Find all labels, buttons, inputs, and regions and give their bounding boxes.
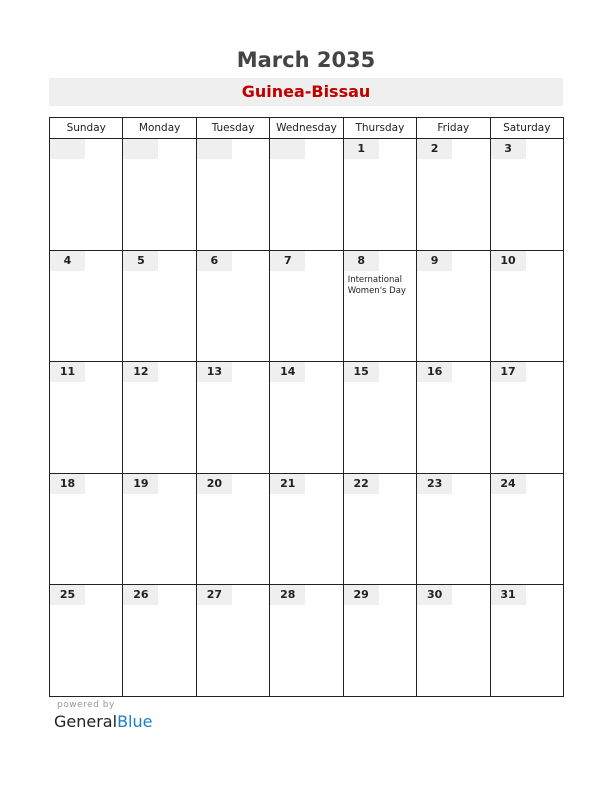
weekday-tuesday: Tuesday: [196, 118, 269, 139]
day-cell: [50, 585, 123, 697]
day-cell: [270, 362, 343, 474]
day-cell: [196, 585, 269, 697]
day-number: [270, 139, 305, 159]
day-number: 18: [50, 474, 85, 494]
calendar-grid: [49, 117, 564, 697]
day-cell: [123, 585, 196, 697]
week-row: [50, 585, 564, 697]
week-row: [50, 250, 564, 362]
day-cell: [490, 585, 563, 697]
weekday-friday: Friday: [417, 118, 490, 139]
day-number: [197, 139, 232, 159]
day-cell: [343, 250, 416, 362]
day-number: 29: [344, 585, 379, 605]
day-number: 2: [417, 139, 452, 159]
day-cell: [343, 585, 416, 697]
day-number: 22: [344, 474, 379, 494]
day-number: 6: [197, 251, 232, 271]
day-cell: [123, 473, 196, 585]
day-cell: [50, 473, 123, 585]
week-row: [50, 473, 564, 585]
day-number: 31: [491, 585, 526, 605]
day-cell: [270, 473, 343, 585]
day-cell: [417, 585, 490, 697]
day-cell: [490, 250, 563, 362]
day-cell: [490, 139, 563, 251]
weekday-thursday: Thursday: [343, 118, 416, 139]
day-number: 4: [50, 251, 85, 271]
day-cell: [123, 139, 196, 251]
day-cell: [123, 362, 196, 474]
day-number: 27: [197, 585, 232, 605]
page-title: March 2035: [236, 48, 376, 72]
weekday-header-row: [50, 118, 564, 139]
day-cell: [270, 139, 343, 251]
day-cell: [50, 139, 123, 251]
country-banner: [49, 78, 563, 106]
week-row: [50, 362, 564, 474]
day-number: [123, 139, 158, 159]
day-number: 23: [417, 474, 452, 494]
country-name: Guinea-Bissau: [241, 82, 371, 101]
powered-by-label: powered by: [57, 700, 115, 710]
brand-blue-text: Blue: [117, 712, 153, 731]
day-cell: [490, 473, 563, 585]
day-cell: [343, 473, 416, 585]
day-number: 16: [417, 362, 452, 382]
brand-logo[interactable]: [54, 712, 152, 731]
day-number: 17: [491, 362, 526, 382]
day-number: 11: [50, 362, 85, 382]
day-cell: [270, 250, 343, 362]
day-number: 9: [417, 251, 452, 271]
day-number: 30: [417, 585, 452, 605]
day-cell: [417, 250, 490, 362]
day-cell: [343, 362, 416, 474]
day-number: 3: [491, 139, 526, 159]
brand-general-text: General: [54, 712, 118, 731]
day-cell: [196, 139, 269, 251]
day-number: 24: [491, 474, 526, 494]
day-number: 19: [123, 474, 158, 494]
weekday-monday: Monday: [123, 118, 196, 139]
day-number: 28: [270, 585, 305, 605]
day-cell: [123, 250, 196, 362]
day-number: 5: [123, 251, 158, 271]
day-number: 10: [491, 251, 526, 271]
day-number: 1: [344, 139, 379, 159]
weekday-sunday: Sunday: [50, 118, 123, 139]
day-number: 26: [123, 585, 158, 605]
day-cell: [196, 250, 269, 362]
day-cell: [417, 473, 490, 585]
day-cell: [50, 362, 123, 474]
week-row: [50, 139, 564, 251]
day-number: 25: [50, 585, 85, 605]
day-cell: [270, 585, 343, 697]
day-cell: [343, 139, 416, 251]
day-number: 13: [197, 362, 232, 382]
day-number: [50, 139, 85, 159]
weekday-wednesday: Wednesday: [270, 118, 343, 139]
day-number: 14: [270, 362, 305, 382]
day-number: 20: [197, 474, 232, 494]
day-cell: [50, 250, 123, 362]
day-cell: [417, 362, 490, 474]
day-cell: [196, 362, 269, 474]
day-cell: [417, 139, 490, 251]
day-cell: [490, 362, 563, 474]
day-number: 12: [123, 362, 158, 382]
day-number: 21: [270, 474, 305, 494]
weekday-saturday: Saturday: [490, 118, 563, 139]
day-number: 8: [344, 251, 379, 271]
day-number: 15: [344, 362, 379, 382]
holiday-label: International Women's Day: [347, 274, 406, 296]
day-cell: [196, 473, 269, 585]
day-number: 7: [270, 251, 305, 271]
